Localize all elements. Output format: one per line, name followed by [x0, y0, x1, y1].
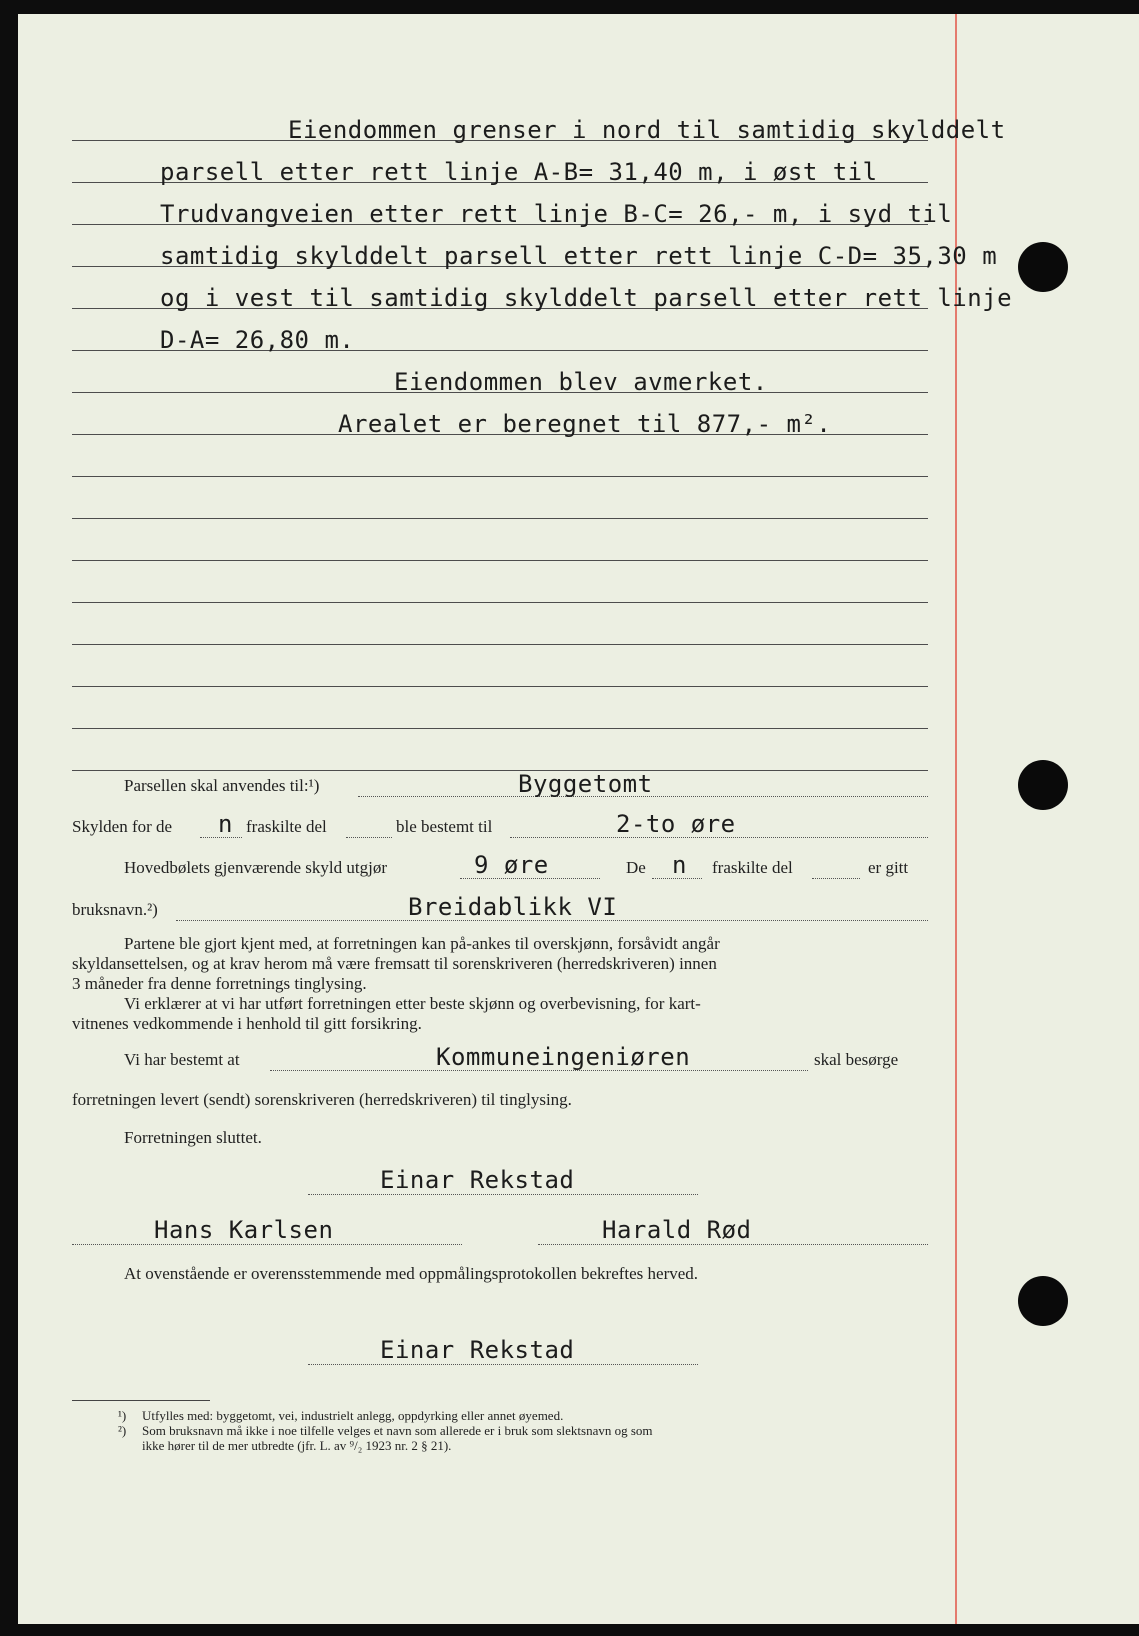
punch-hole — [1018, 242, 1068, 292]
use-value: Byggetomt — [518, 770, 653, 798]
description-line: Eiendommen blev avmerket. — [394, 368, 768, 396]
ruled-line — [72, 476, 928, 477]
tax-value: 2-to øre — [616, 810, 736, 838]
description-line: samtidig skylddelt parsell etter rett linje C-D= 35,30 m — [160, 242, 998, 270]
main-prefix: Hovedbølets gjenværende skyld utgjør — [124, 858, 387, 877]
signature-line — [308, 1364, 698, 1365]
ruled-line — [72, 728, 928, 729]
document-page — [18, 14, 1139, 1624]
main-mid: fraskilte del — [712, 858, 793, 877]
description-line: parsell etter rett linje A-B= 31,40 m, i øst til — [160, 158, 878, 186]
delivered-text: forretningen levert (sendt) sorenskriveren (herredskriveren) til tinglysing. — [72, 1090, 572, 1109]
footnote-rule — [72, 1400, 210, 1401]
signature-line — [72, 1244, 462, 1245]
punch-hole — [1018, 1276, 1068, 1326]
ruled-line — [72, 560, 928, 561]
signature: Harald Rød — [602, 1216, 752, 1244]
main-suffix: er gitt — [868, 858, 909, 877]
description-line: og i vest til samtidig skylddelt parsell etter rett linje — [160, 284, 1013, 312]
paragraph-line: Partene ble gjort kjent med, at forretningen kan på-ankes til overskjønn, forsåvidt angår — [124, 934, 720, 953]
main-n: n — [672, 851, 687, 879]
fill-line — [812, 878, 860, 879]
signature-line — [308, 1194, 698, 1195]
tax-mid: fraskilte del — [246, 817, 327, 836]
description-line: Eiendommen grenser i nord til samtidig skylddelt — [288, 116, 1006, 144]
ruled-line — [72, 518, 928, 519]
ruled-line — [72, 686, 928, 687]
signature: Hans Karlsen — [154, 1216, 334, 1244]
paragraph-line: 3 måneder fra denne forretnings tinglysing. — [72, 974, 367, 993]
confirm-text: At ovenstående er overensstemmende med oppmålingsprotokollen bekreftes herved. — [124, 1264, 699, 1283]
main-value: 9 øre — [474, 851, 549, 879]
ruled-line — [72, 602, 928, 603]
description-line: D-A= 26,80 m. — [160, 326, 355, 354]
tax-mid2: ble bestemt til — [396, 817, 493, 836]
decided-prefix: Vi har bestemt at — [124, 1050, 240, 1069]
footnote-text: Utfylles med: byggetomt, vei, industrielt anlegg, oppdyrking eller annet øyemed. — [142, 1408, 564, 1423]
ruled-line — [72, 644, 928, 645]
signature: Einar Rekstad — [380, 1336, 575, 1364]
description-line: Trudvangveien etter rett linje B-C= 26,- m, i syd til — [160, 200, 953, 228]
signature-line — [538, 1244, 928, 1245]
footnote-text: ikke hører til de mer utbredte (jfr. L. av ⁹/₂ 1923 nr. 2 § 21). — [142, 1438, 452, 1453]
name-label: bruksnavn.²) — [72, 900, 158, 919]
decided-suffix: skal besørge — [814, 1050, 899, 1069]
signature: Einar Rekstad — [380, 1166, 575, 1194]
paragraph-line: Vi erklærer at vi har utført forretningen etter beste skjønn og overbevisning, for kart- — [124, 994, 701, 1013]
main-de: De — [626, 858, 646, 877]
name-value: Breidablikk VI — [408, 893, 618, 921]
paragraph-line: vitnenes vedkommende i henhold til gitt forsikring. — [72, 1014, 422, 1033]
decided-value: Kommuneingeniøren — [436, 1043, 691, 1071]
tax-n: n — [218, 810, 233, 838]
ruled-line — [72, 770, 928, 771]
paragraph-line: skyldansettelsen, og at krav herom må være fremsatt til sorenskriveren (herredskriveren) innen — [72, 954, 717, 973]
tax-prefix: Skylden for de — [72, 817, 173, 836]
punch-hole — [1018, 760, 1068, 810]
closed-text: Forretningen sluttet. — [124, 1128, 262, 1147]
description-line: Arealet er beregnet til 877,- m². — [338, 410, 832, 438]
footnote-text: Som bruksnavn må ikke i noe tilfelle velges et navn som allerede er i bruk som slektsnavn og som — [142, 1423, 653, 1438]
use-label: Parsellen skal anvendes til:¹) — [124, 776, 320, 795]
footnote-mark: ¹) — [118, 1408, 127, 1423]
fill-line — [346, 837, 392, 838]
footnote-mark: ²) — [118, 1423, 127, 1438]
